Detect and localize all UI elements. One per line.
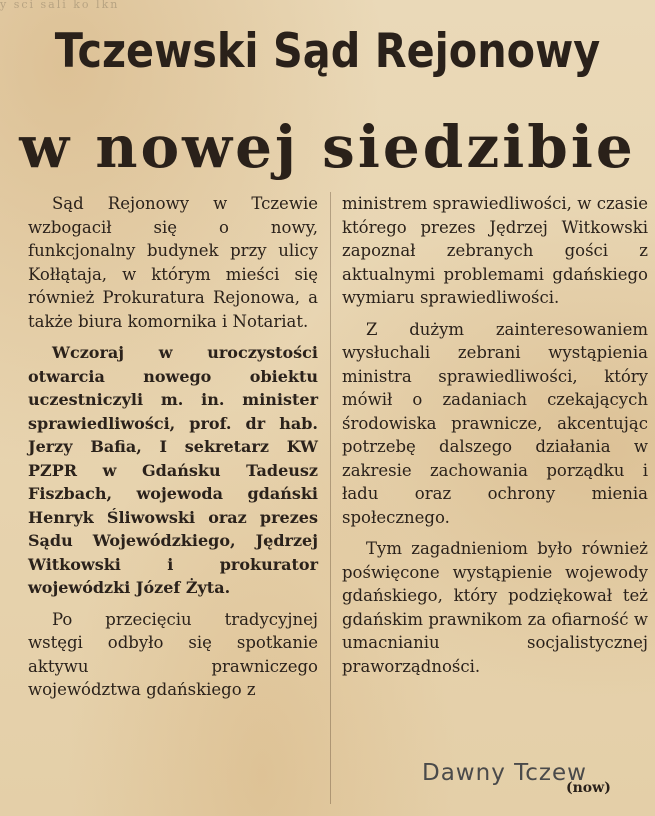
article-column-right [342,192,648,686]
headline-line-2: w nowej siedzibie [19,113,636,181]
author-signature: (now) [566,780,611,796]
article-column-left [28,192,318,710]
watermark: Dawny Tczew [422,760,587,786]
article-paragraph-minister-speech: Z dużym zainteresowaniem wysłuchali zebrani wystąpienia ministra sprawiedliwości, który mówił o zadaniach czekających środowiska prawnicze, akcentując potrzebę dalszego działania w zakresie zachowania porządku i ładu oraz ochrony mienia społecznego. [342,319,648,527]
article-paragraph-intro: Sąd Rejonowy w Tczewie wzbogacił się o nowy, funkcjonalny budynek przy ulicy Kołłątaja, w którym mieści się również Prokuratura Rejonowa, a także biura komornika i Notariat. [28,194,318,331]
column-divider [330,192,331,804]
article-paragraph-meeting-start: Po przecięciu tradycyjnej wstęgi odbyło się spotkanie aktywu prawniczego województwa gdańskiego z [28,609,318,699]
previous-article-fragment: y sci sali ko lkn [0,0,120,11]
article-paragraph-meeting-cont: ministrem sprawiedliwości, w czasie którego prezes Jędrzej Witkowski zapoznał zebranych gości z aktualnymi problemami gdańskiego wymiaru sprawiedliwości. [342,194,648,307]
article-paragraph-attendees: Wczoraj w uroczystości otwarcia nowego obiektu uczestniczyli m. in. minister sprawiedliwości, prof. dr hab. Jerzy Bafia, I sekretarz KW PZPR w Gdańsku Tadeusz Fiszbach, wojewoda gdański Henryk Śliwowski oraz prezes Sądu Wojewódzkiego, Jędrzej Witkowski i prokurator wojewódzki Józef Żyta. [28,343,318,597]
article-paragraph-voivode-speech: Tym zagadnieniom było również poświęcone wystąpienie wojewody gdańskiego, który podziękował też gdańskim prawnikom za ofiarność w umacnianiu socjalistycznej praworządności. [342,539,648,676]
headline-line-1: Tczewski Sąd Rejonowy [54,24,601,79]
